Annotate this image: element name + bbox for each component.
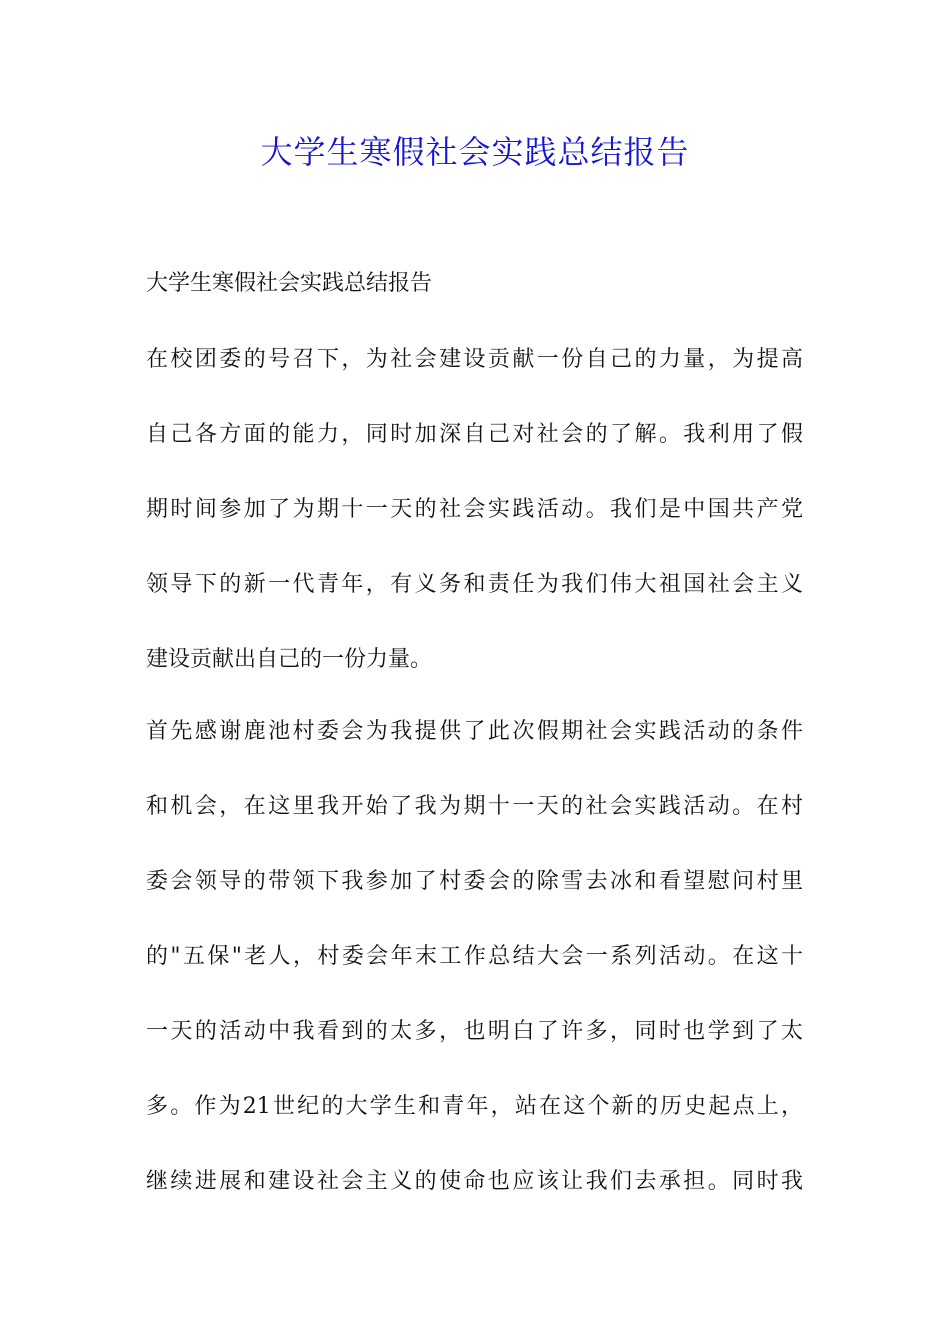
paragraph-line: 建设贡献出自己的一份力量。 (146, 647, 433, 672)
paragraph-line: 自己各方面的能力，同时加深自己对社会的了解。我利用了假 (146, 422, 803, 447)
paragraph-line: 继续进展和建设社会主义的使命也应该让我们去承担。同时我 (146, 1169, 803, 1194)
paragraph-line: 在校团委的号召下，为社会建设贡献一份自己的力量，为提高 (146, 347, 803, 372)
paragraph-line: 领导下的新一代青年，有义务和责任为我们伟大祖国社会主义 (146, 572, 803, 597)
paragraph-line: 期时间参加了为期十一天的社会实践活动。我们是中国共产党 (146, 497, 803, 522)
paragraph-line: 和机会，在这里我开始了我为期十一天的社会实践活动。在村 (146, 794, 803, 819)
document-title: 大学生寒假社会实践总结报告 (260, 133, 690, 171)
document-subtitle: 大学生寒假社会实践总结报告 (146, 271, 433, 296)
paragraph-line: 多。作为21世纪的大学生和青年，站在这个新的历史起点上， (146, 1094, 803, 1119)
paragraph-line: 委会领导的带领下我参加了村委会的除雪去冰和看望慰问村里 (146, 869, 803, 894)
paragraph-line: 一天的活动中我看到的太多，也明白了许多，同时也学到了太 (146, 1019, 803, 1044)
paragraph-line: 的"五保"老人，村委会年末工作总结大会一系列活动。在这十 (146, 944, 803, 969)
paragraph-line: 首先感谢鹿池村委会为我提供了此次假期社会实践活动的条件 (146, 719, 803, 744)
